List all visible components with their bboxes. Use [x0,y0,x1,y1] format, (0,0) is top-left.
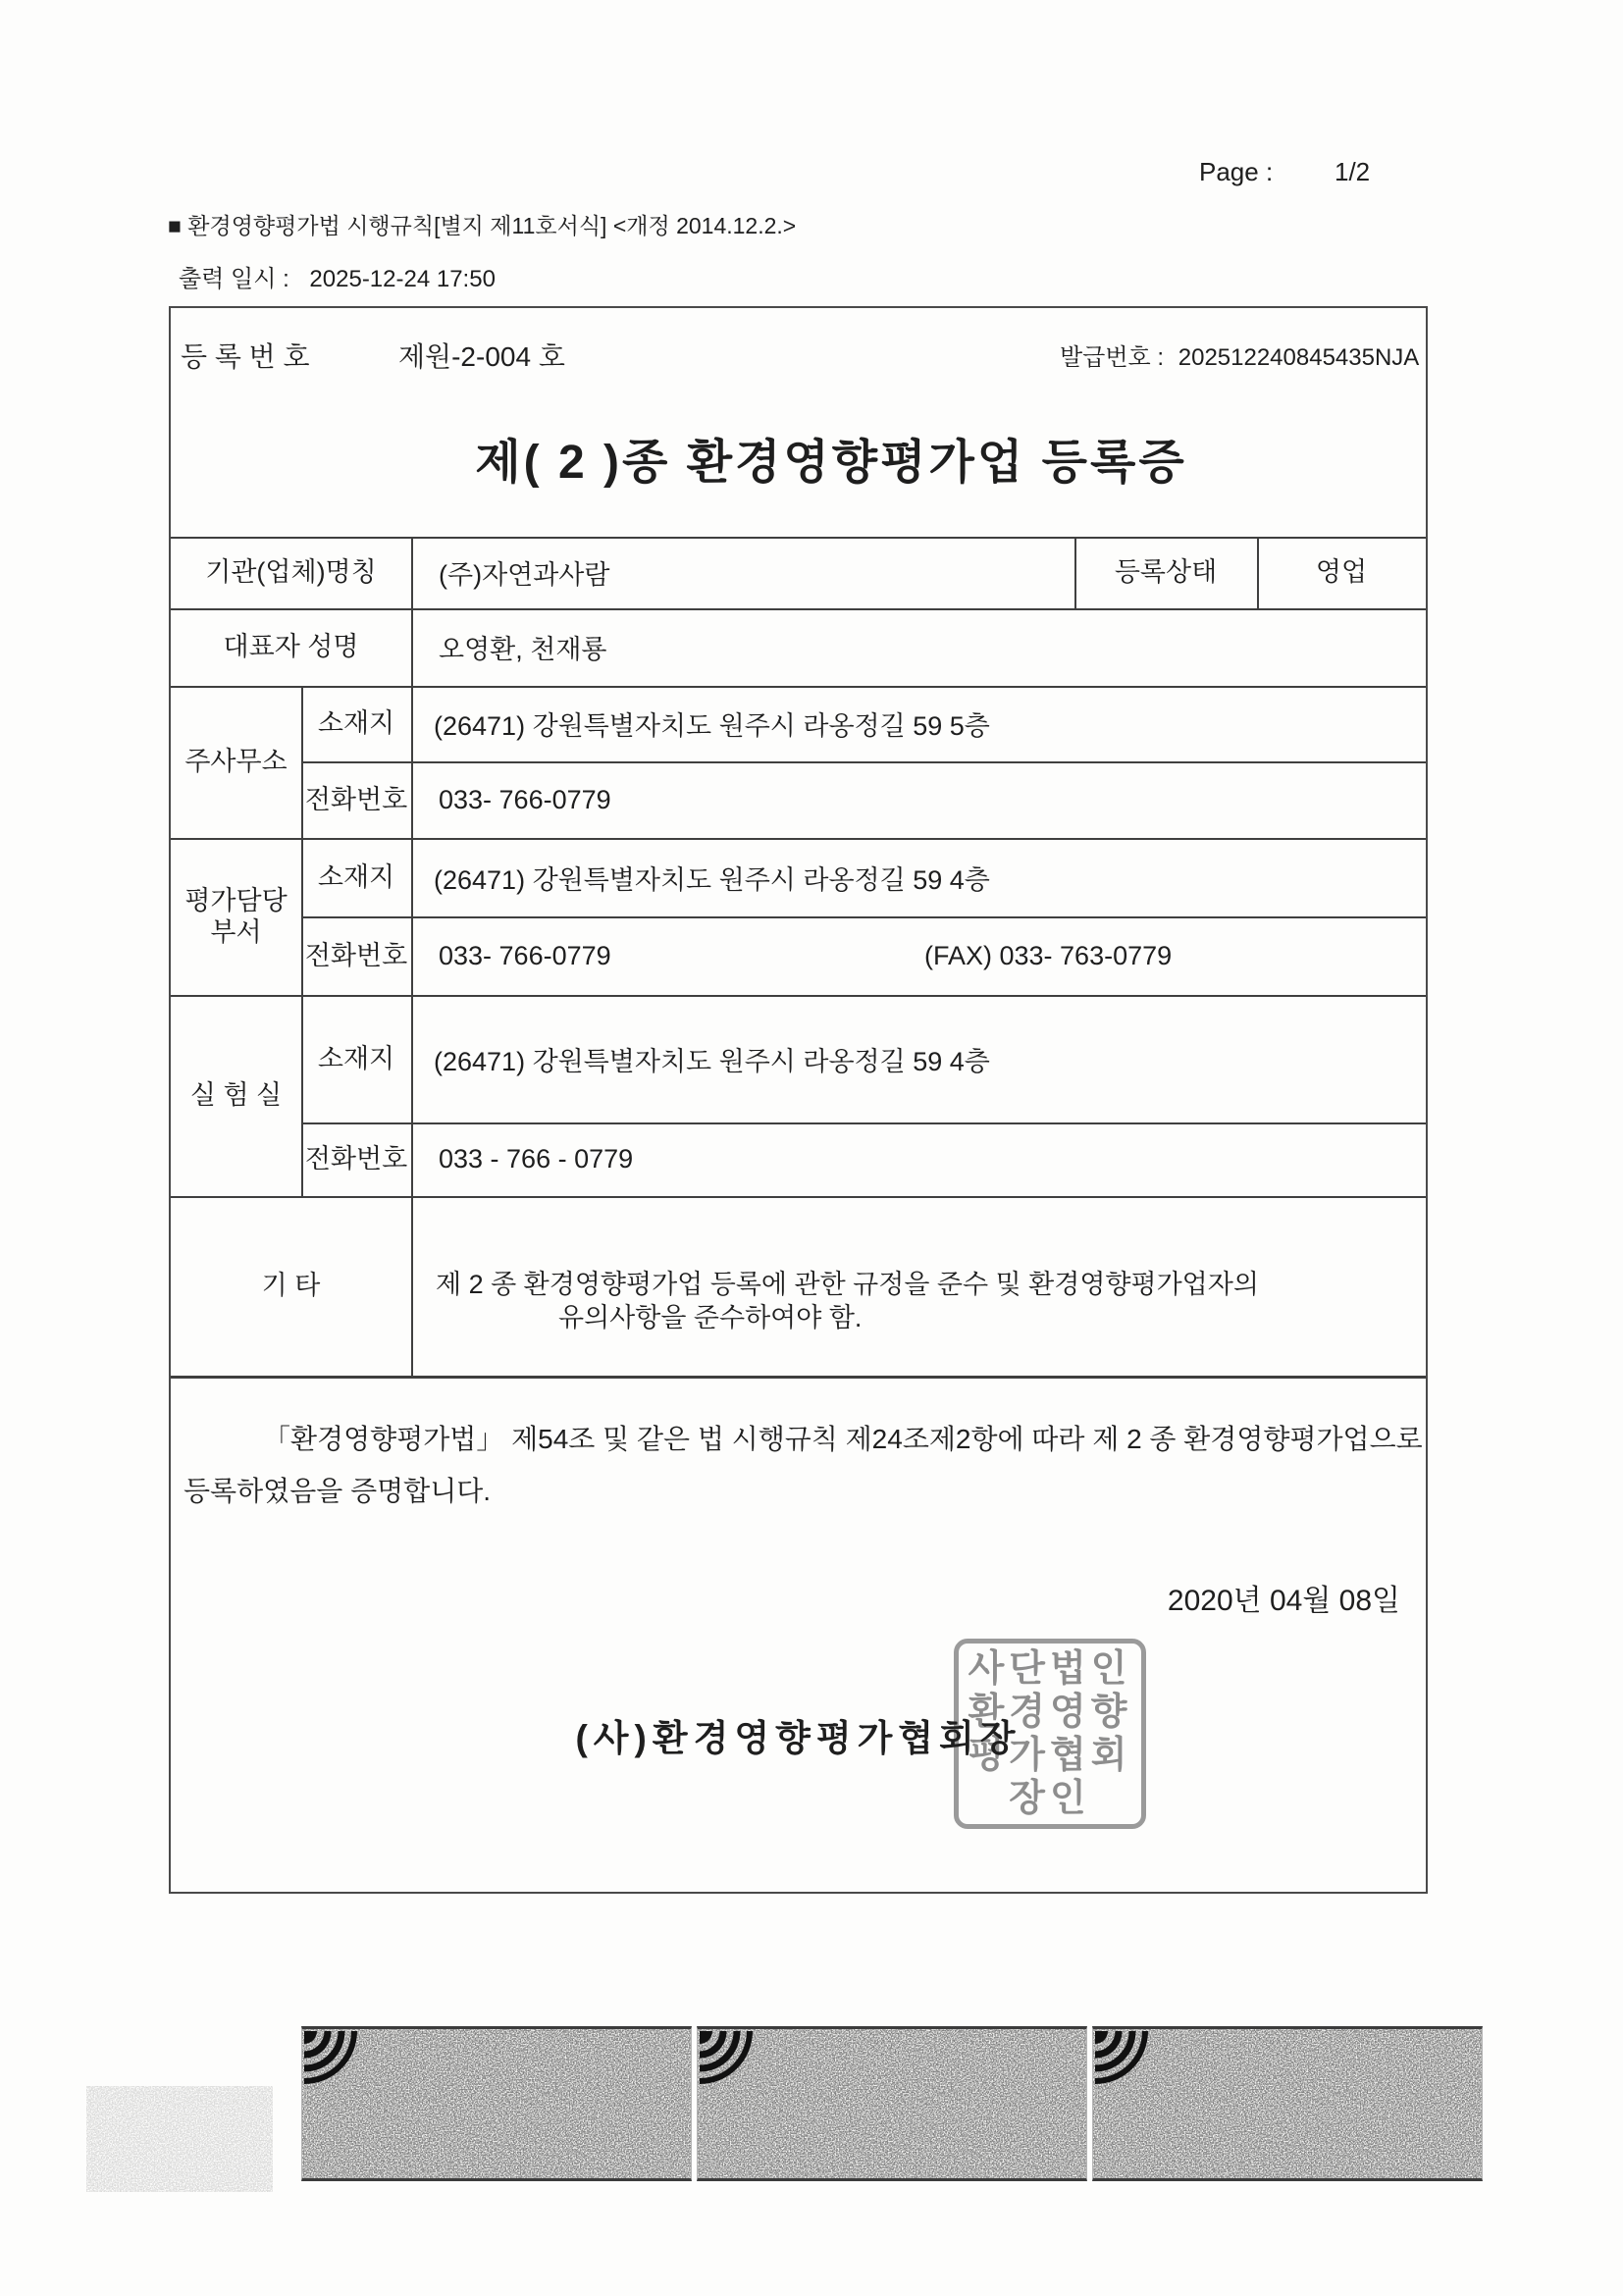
form-reference: ■ 환경영향평가법 시행규칙[별지 제11호서식] <개정 2014.12.2.> [168,213,797,238]
issue-number-label: 발급번호 : [1060,344,1165,371]
laboratory-address-value: (26471) 강원특별자치도 원주시 라옹정길 59 4층 [434,1046,990,1076]
scan-artifact-faint-block [86,2086,273,2192]
representative-label: 대표자 성명 [223,632,359,662]
security-pattern-block [1092,2026,1483,2181]
security-pattern-block [301,2026,692,2181]
laboratory-address-label: 소재지 [317,1043,395,1073]
security-pattern-block [697,2026,1087,2181]
assessment-dept-phone-value: 033- 766-0779 [439,940,611,970]
reg-status-value: 영업 [1315,557,1368,588]
assessment-dept-address-label: 소재지 [317,861,395,892]
reg-status-label: 등록상태 [1114,557,1218,588]
org-name-label: 기관(업체)명칭 [205,557,377,588]
assessment-dept-fax-value: (FAX) 033- 763-0779 [924,940,1173,970]
head-office-phone-label: 전화번호 [304,784,408,814]
misc-value-line1: 제 2 종 환경영향평가업 등록에 관한 규정을 준수 및 환경영향평가업자의 [436,1270,1259,1299]
issue-number-value: 202512240845435NJA [1178,344,1420,371]
quarter-wave-arcs-icon [304,2031,357,2084]
laboratory-group-label: 실 험 실 [189,1080,283,1111]
issue-number [1060,338,1419,372]
grid-line [411,537,413,1378]
certificate-box [169,306,1428,1894]
assessment-dept-address-value: (26471) 강원특별자치도 원주시 라옹정길 59 4층 [434,864,990,895]
statement-line2: 등록하였음을 증명합니다. [183,1476,492,1506]
issue-date: 2020년 04월 08일 [1167,1585,1400,1617]
registration-number-value: 제원-2-004 호 [398,341,565,372]
head-office-address-value: (26471) 강원특별자치도 원주시 라옹정길 59 5층 [434,711,990,741]
head-office-address-label: 소재지 [317,708,395,739]
quarter-wave-arcs-icon [1095,2031,1148,2084]
assessment-dept-group-label: 평가담당부서 [184,885,288,947]
issuer-signature: (사)환경영향평가협회장 [575,1718,1021,1758]
grid-line [171,1376,1426,1379]
print-datetime-value: 2025-12-24 17:50 [309,266,496,292]
quarter-wave-arcs-icon [700,2031,753,2084]
laboratory-phone-label: 전화번호 [304,1144,408,1174]
head-office-phone-value: 033- 766-0779 [439,784,611,814]
page-label: Page : [1199,157,1274,186]
org-name-value: (주)자연과사람 [439,560,610,590]
misc-value [436,1268,1417,1334]
page-value: 1/2 [1335,157,1371,186]
statement-line1: 「환경영향평가법」 제54조 및 같은 법 시행규칙 제24조제2항에 따라 제 2 종 환경영향평가업으로 [263,1424,1423,1454]
print-datetime-label: 출력 일시 : [179,266,289,292]
registration-number-label: 등 록 번 호 [181,341,310,372]
misc-value-line2: 유의사항을 준수하여야 함. [558,1303,863,1332]
laboratory-phone-value: 033 - 766 - 0779 [439,1144,634,1174]
misc-label: 기 타 [261,1271,321,1301]
assessment-dept-phone-label: 전화번호 [304,940,408,970]
print-datetime [179,259,496,293]
representative-value: 오영환, 천재룡 [439,635,607,664]
head-office-group-label: 주사무소 [184,747,288,777]
association-president-seal-stamp: 사단법인환경영향평가협회장인 [954,1639,1146,1829]
certificate-title: 제( 2 )종 환경영향평가업 등록증 [475,437,1187,489]
assessment-dept-phone-cell [439,916,1420,995]
